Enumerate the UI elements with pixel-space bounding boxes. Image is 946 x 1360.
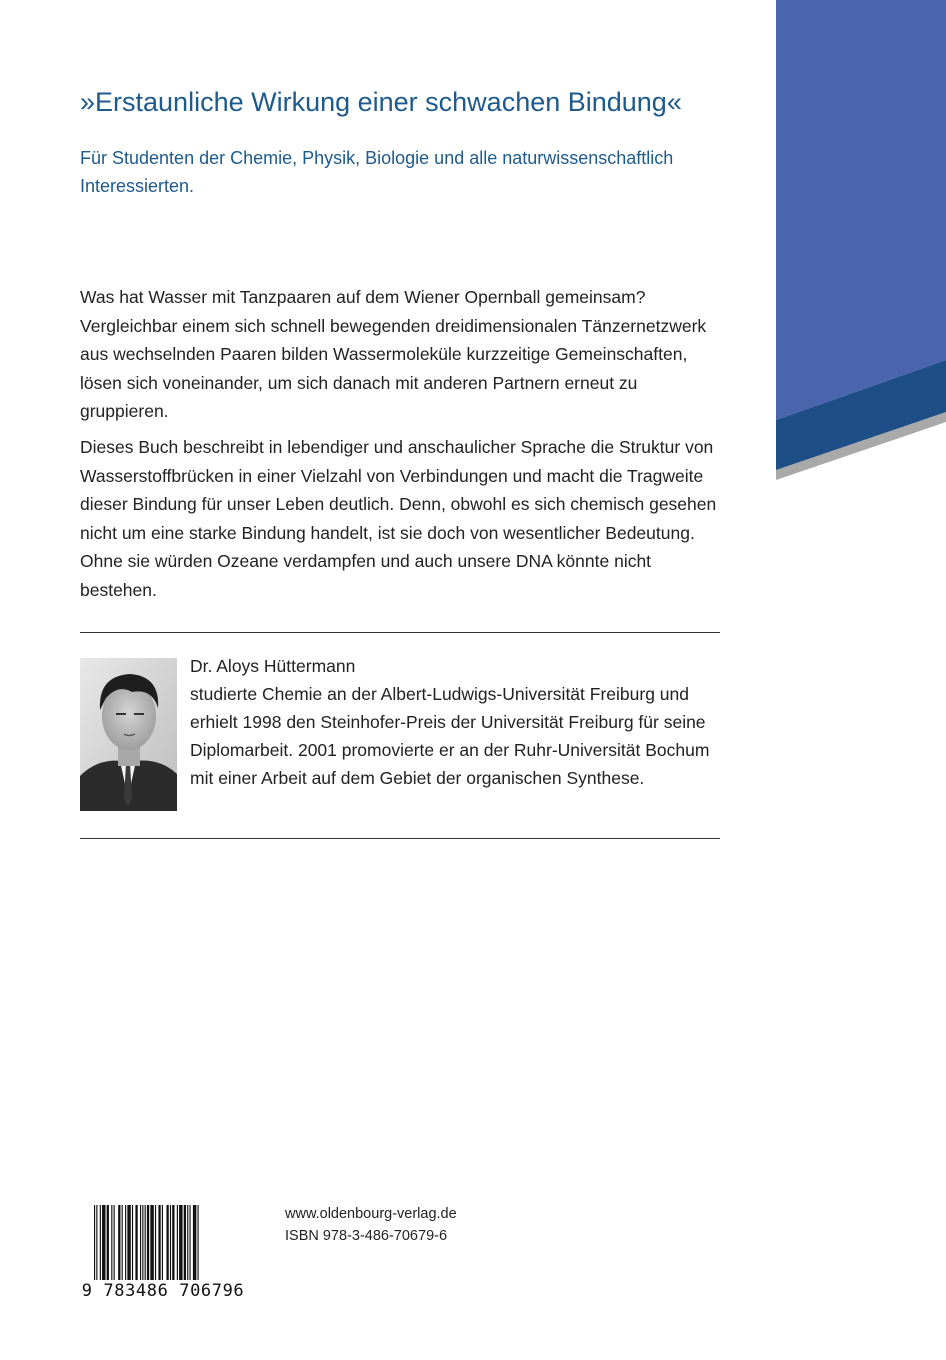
author-name: Dr. Aloys Hüttermann (190, 656, 356, 676)
description-paragraph-1: Was hat Wasser mit Tanzpaaren auf dem Wiener Opernball gemeinsam? Vergleichbar einem sich schnell bewegenden dreidimensionalen Tänzernetzwerk aus wechselnden Paaren bilden Wassermoleküle kurzzeitige Gemeinschaften, lösen sich voneinander, um sich danach mit anderen Partnern erneut zu gruppieren. (80, 287, 707, 421)
author-bio: studierte Chemie an der Albert-Ludwigs-Universität Freiburg und erhielt 1998 den Steinhofer-Preis der Universität Freiburg für seine Diplomarbeit. 2001 promovierte er an der Ruhr-Universität Bochum mit einer Arbeit auf dem Gebiet der organischen Synthese. (190, 684, 710, 788)
isbn-number: ISBN 978-3-486-70679-6 (285, 1228, 448, 1244)
publisher-website: www.oldenbourg-verlag.de (285, 1206, 457, 1222)
divider-top (80, 632, 720, 633)
publisher-info (285, 1203, 457, 1247)
divider-bottom (80, 838, 720, 839)
barcode-digits: 9 783486 706796 (81, 1281, 245, 1301)
author-info (190, 652, 730, 792)
description-paragraph-2: Dieses Buch beschreibt in lebendiger und anschaulicher Sprache die Struktur von Wasserstoffbrücken in einer Vielzahl von Verbindungen und macht die Tragweite dieser Bindung für unser Leben deutlich. Denn, obwohl es sich chemisch gesehen nicht um eine starke Bindung handelt, ist sie doch von wesentlicher Bedeutung. Ohne sie würden Ozeane verdampfen und auch unsere DNA könnte nicht bestehen. (80, 437, 717, 600)
author-portrait-image (80, 658, 177, 811)
cover-subtitle: Für Studenten der Chemie, Physik, Biologie und alle naturwissenschaftlich Interessierten. (80, 148, 674, 196)
stripe-dark-blue-band (776, 360, 946, 470)
cover-title: »Erstaunliche Wirkung einer schwachen Bindung« (80, 87, 682, 117)
stripe-gray-band (776, 412, 946, 480)
author-photo (80, 658, 177, 811)
stripe-light-blue-band (776, 0, 946, 420)
